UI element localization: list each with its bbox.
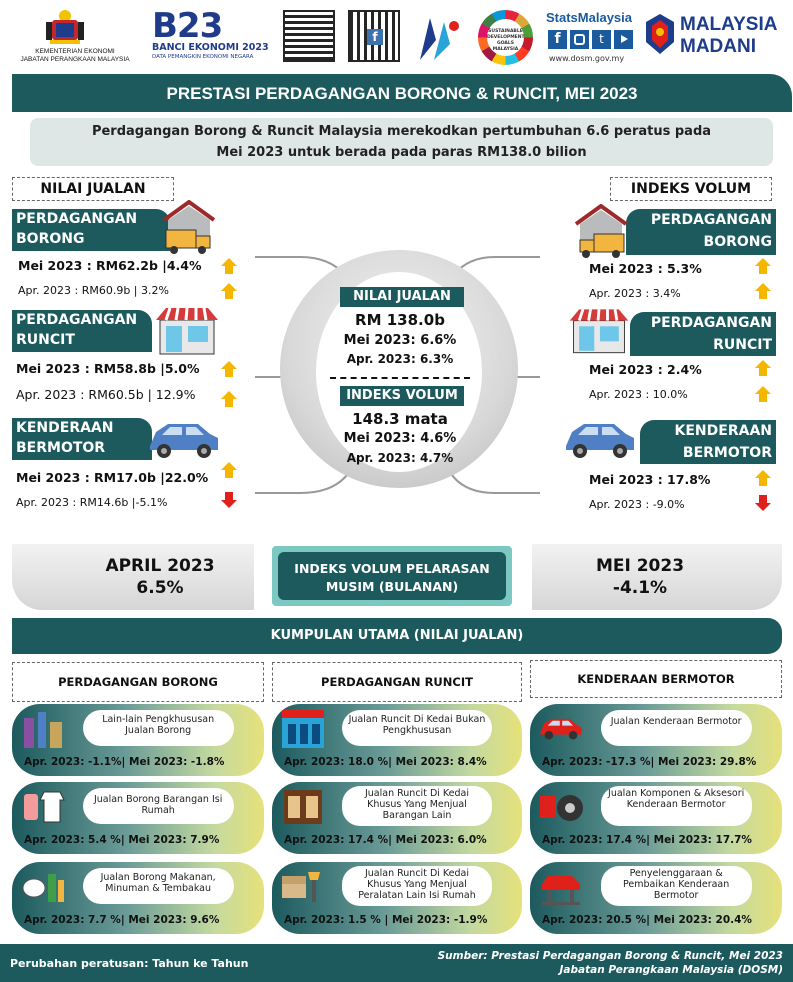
group-card-title: Jualan Runcit Di Kedai Khusus Yang Menjual Barangan Lain [342,786,492,826]
group-card-values: Apr. 2023: -1.1%| Mei 2023: -1.8% [24,756,225,768]
summary-line1: Perdagangan Borong & Runcit Malaysia merekodkan pertumbuhan 6.6 peratus pada [91,124,712,139]
center-indeks-mei: Mei 2023: 4.6% [343,431,457,446]
right-kenderaan-mei: Mei 2023 : 17.8% [589,472,711,487]
household-icon [20,786,66,826]
up-arrow-icon [755,386,771,402]
up-arrow-icon [221,258,237,274]
up-arrow-icon [755,258,771,274]
group-card-title: Jualan Kenderaan Bermotor [601,710,752,746]
groups-heading: KUMPULAN UTAMA (NILAI JUALAN) [270,628,524,643]
group-card [530,782,782,854]
left-runcit-mei: Mei 2023 : RM58.8b |5.0% [16,361,200,376]
up-arrow-icon [755,360,771,376]
right-runcit-mei: Mei 2023 : 2.4% [589,362,702,377]
qr-code-icon[interactable] [283,10,335,62]
center-nilai-mei: Mei 2023: 6.6% [343,333,457,348]
group-card-title: Jualan Borong Barangan Isi Rumah [83,788,234,824]
april-label: APRIL 2023 [105,556,215,576]
right-borong-apr: Apr. 2023 : 3.4% [589,287,681,300]
jata-negara-icon [42,8,88,46]
group-card [530,704,782,776]
left-borong-mei: Mei 2023 : RM62.2b |4.4% [18,258,202,273]
up-arrow-icon [221,361,237,377]
madani-1: MALAYSIA [680,14,778,35]
left-heading: NILAI JUALAN [12,177,174,201]
instagram-icon[interactable] [570,30,589,49]
car-icon [538,708,584,748]
group-card [12,862,264,934]
left-borong-apr: Apr. 2023 : RM60.9b | 3.2% [18,284,169,297]
left-kenderaan-l2: BERMOTOR [16,440,106,456]
car-icon [562,418,638,460]
up-arrow-icon [221,283,237,299]
down-arrow-icon [755,495,771,511]
right-kenderaan-l1: KENDERAAN [674,423,772,439]
group-card-title: Jualan Runcit Di Kedai Bukan Pengkhususan [342,710,492,746]
facebook-icon: f [367,29,383,45]
store-icon [280,786,326,826]
stats-url[interactable]: www.dosm.gov.my [549,54,625,63]
food-icon [20,866,66,906]
up-arrow-icon [755,470,771,486]
group-card-values: Apr. 2023: 18.0 %| Mei 2023: 8.4% [284,756,487,768]
qr-code-icon[interactable] [348,10,400,62]
center-indeks-apr: Apr. 2023: 4.7% [346,451,454,465]
group-card-values: Apr. 2023: 17.4 %| Mei 2023: 6.0% [284,834,487,846]
tyre-icon [538,786,584,826]
sdg-wheel-icon [478,10,533,65]
col3-heading: KENDERAAN BERMOTOR [530,660,782,698]
right-borong-mei: Mei 2023 : 5.3% [589,261,702,276]
right-kenderaan-apr: Apr. 2023 : -9.0% [589,498,685,511]
banci-ekonomi-logo [152,6,272,62]
down-arrow-icon [221,492,237,508]
sdg-text: SUSTAINABLE DEVELOPMENT GOALS MALAYSIA [487,19,524,56]
twitter-icon[interactable]: t [592,30,611,49]
truck-icon [572,204,630,258]
right-kenderaan-l2: BERMOTOR [682,445,772,461]
right-borong-l1: PERDAGANGAN [650,212,772,228]
footer-right2: Jabatan Perangkaan Malaysia (DOSM) [559,964,783,976]
left-runcit-l1: PERDAGANGAN [16,312,138,328]
furniture-icon [280,866,326,906]
group-card-title: Jualan Runcit Di Kedai Khusus Yang Menjual Peralatan Lain Isi Rumah [342,866,492,906]
left-kenderaan-mei: Mei 2023 : RM17.0b |22.0% [16,470,209,485]
center-indeks-value: 148.3 mata [352,410,448,428]
mei-value: -4.1% [612,578,668,598]
right-runcit-l2: RUNCIT [713,337,772,353]
group-card-values: Apr. 2023: 7.7 %| Mei 2023: 9.6% [24,914,220,926]
group-card-title: Jualan Komponen & Aksesori Kenderaan Bermotor [601,786,752,826]
col1-heading: PERDAGANGAN BORONG [12,662,264,702]
summary-line2: Mei 2023 untuk berada pada paras RM138.0 bilion [216,145,587,160]
page-title: PRESTASI PERDAGANGAN BORONG & RUNCIT, MEI 2023 [166,84,638,103]
factory-icon [20,708,66,748]
social-icons [548,30,636,52]
seasonal-title-l1: INDEKS VOLUM PELARASAN [294,561,490,576]
up-arrow-icon [221,391,237,407]
hypermall-icon [280,708,326,748]
up-arrow-icon [755,283,771,299]
col2-heading: PERDAGANGAN RUNCIT [272,662,522,702]
left-runcit-apr: Apr. 2023 : RM60.5b | 12.9% [16,387,196,402]
ministry-line1: KEMENTERIAN EKONOMI [35,48,115,55]
center-indeks-label: INDEKS VOLUM [340,386,464,406]
page-title-accent [0,74,12,112]
left-borong-l1: PERDAGANGAN [16,211,138,227]
car-icon [146,418,222,460]
group-card-values: Apr. 2023: 1.5 % | Mei 2023: -1.9% [284,914,488,926]
footer-right1: Sumber: Prestasi Perdagangan Borong & Runcit, Mei 2023 [437,950,783,962]
madani-emblem-icon [644,12,676,56]
facebook-icon[interactable]: f [548,30,567,49]
group-card-title: Penyelenggaraan & Pembaikan Kenderaan Bermotor [601,866,752,906]
group-card [272,862,522,934]
up-arrow-icon [221,462,237,478]
april-value: 6.5% [136,578,184,598]
mei-box [532,544,782,610]
group-card-title: Jualan Borong Makanan, Minuman & Tembakau [83,868,234,904]
group-card [272,782,522,854]
ministry-line2: JABATAN PERANGKAAN MALAYSIA [20,56,130,63]
truck-icon [160,200,218,254]
right-heading: INDEKS VOLUM [610,177,772,201]
header-logos [0,0,793,76]
center-divider [330,377,470,379]
group-card [530,862,782,934]
group-card-values: Apr. 2023: 5.4 %| Mei 2023: 7.9% [24,834,220,846]
stats-brand: StatsMalaysia [546,10,632,25]
center-nilai-label: NILAI JUALAN [340,287,464,307]
left-runcit-l2: RUNCIT [16,332,75,348]
center-nilai-apr: Apr. 2023: 6.3% [346,352,454,366]
left-kenderaan-apr: Apr. 2023 : RM14.6b |-5.1% [16,496,168,509]
group-card-values: Apr. 2023: -17.3 %| Mei 2023: 29.8% [542,756,757,768]
group-card-title: Lain-lain Pengkhususan Jualan Borong [83,710,234,746]
right-borong-l2: BORONG [703,234,772,250]
dosm-logo-icon [410,10,465,65]
left-borong-l2: BORONG [16,231,85,247]
seasonal-title-l2: MUSIM (BULANAN) [325,579,459,594]
center-nilai-value: RM 138.0b [355,311,445,329]
april-box [12,544,254,610]
banci-big: B23 [152,6,223,46]
banci-title: BANCI EKONOMI 2023 [152,42,269,53]
youtube-icon[interactable] [614,30,633,49]
group-card-values: Apr. 2023: 17.4 %| Mei 2023: 17.7% [542,834,752,846]
footer-left: Perubahan peratusan: Tahun ke Tahun [10,957,249,970]
banci-sub: DATA PEMANGKIN EKONOMI NEGARA [152,54,254,60]
group-card-values: Apr. 2023: 20.5 %| Mei 2023: 20.4% [542,914,752,926]
right-runcit-apr: Apr. 2023 : 10.0% [589,388,688,401]
mechanic-icon [538,866,584,906]
shop-icon [152,306,222,356]
right-runcit-l1: PERDAGANGAN [650,315,772,331]
left-kenderaan-l1: KENDERAAN [16,420,114,436]
group-card [12,704,264,776]
group-card [12,782,264,854]
mei-label: MEI 2023 [595,556,685,576]
shop-icon [566,306,632,356]
madani-2: MADANI [680,36,756,57]
group-card [272,704,522,776]
